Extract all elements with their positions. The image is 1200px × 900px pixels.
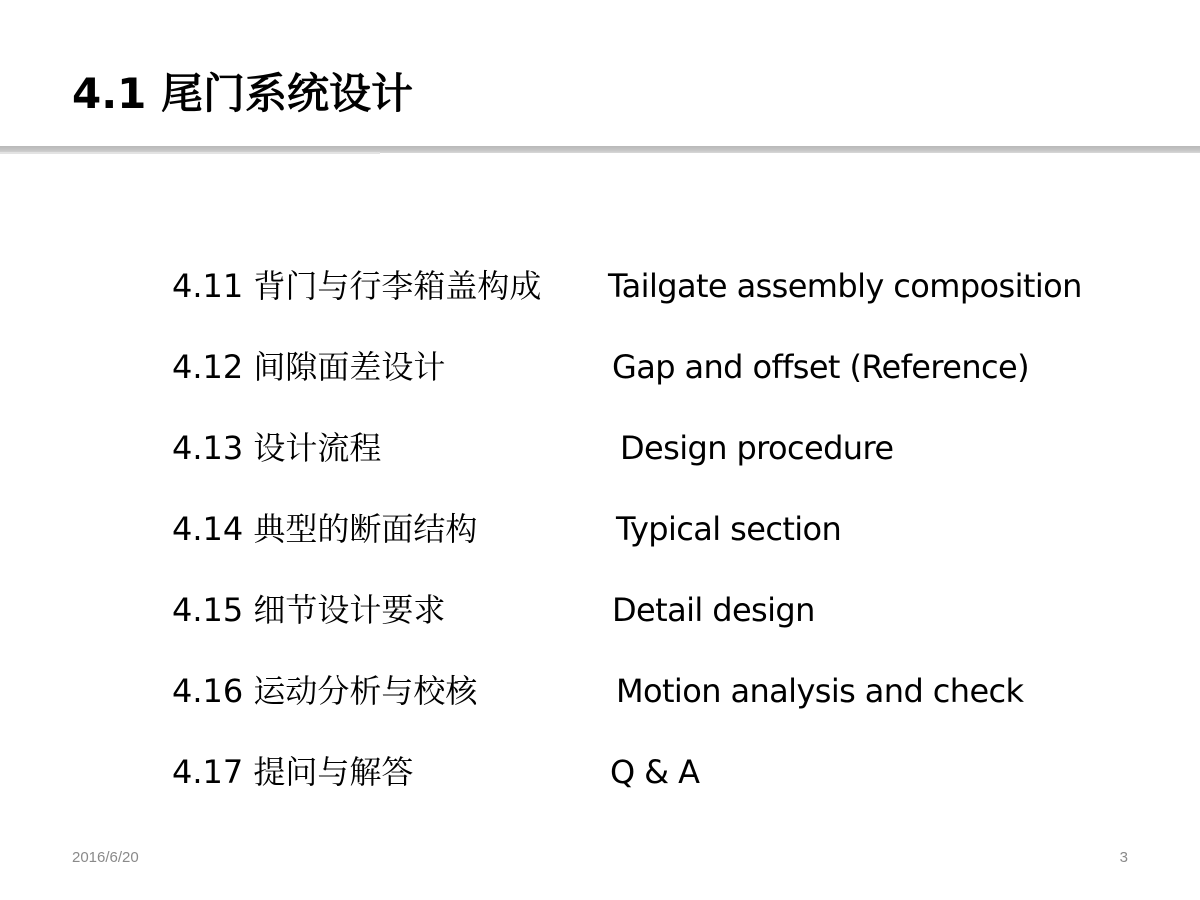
- toc-item-4-17: [172, 748, 1152, 829]
- toc-item-number: 4.14: [172, 510, 244, 548]
- toc-item-chinese: [172, 667, 477, 715]
- toc-item-chinese-label: 细节设计要求: [253, 591, 446, 629]
- toc-item-4-12: [172, 343, 1152, 424]
- toc-item-english: Typical section: [616, 510, 842, 548]
- toc-item-english: Tailgate assembly composition: [608, 267, 1082, 305]
- toc-item-4-14: [172, 505, 1152, 586]
- footer-date: 2016/6/20: [72, 849, 139, 866]
- toc-item-chinese-label: 运动分析与校核: [253, 672, 478, 710]
- toc-item-chinese: [172, 424, 381, 472]
- toc-item-number: 4.11: [172, 267, 244, 305]
- toc-item-chinese-label: 背门与行李箱盖构成: [253, 267, 542, 305]
- slide-title: 4.1 尾门系统设计: [72, 69, 414, 118]
- toc-item-chinese: [172, 505, 477, 553]
- toc-item-number: 4.12: [172, 348, 244, 386]
- toc-item-chinese-label: 间隙面差设计: [253, 348, 446, 386]
- toc-item-4-11: [172, 262, 1152, 343]
- toc-item-chinese: [172, 586, 445, 634]
- toc-item-4-15: [172, 586, 1152, 667]
- toc-item-english: Gap and offset (Reference): [612, 348, 1029, 386]
- toc-item-chinese: [172, 262, 541, 310]
- toc-item-number: 4.17: [172, 753, 244, 791]
- toc-item-english: Detail design: [612, 591, 815, 629]
- toc-item-chinese-label: 设计流程: [253, 429, 382, 467]
- title-divider-highlight: [0, 152, 380, 154]
- toc-item-chinese: [172, 343, 445, 391]
- toc-item-chinese-label: 提问与解答: [253, 753, 414, 791]
- toc-item-chinese: [172, 748, 413, 796]
- toc-item-english: Motion analysis and check: [616, 672, 1024, 710]
- toc-item-number: 4.13: [172, 429, 244, 467]
- toc-item-number: 4.15: [172, 591, 244, 629]
- toc-item-number: 4.16: [172, 672, 244, 710]
- toc-item-4-16: [172, 667, 1152, 748]
- toc-item-4-13: [172, 424, 1152, 505]
- toc-item-english: Design procedure: [620, 429, 894, 467]
- page-number: 3: [1119, 849, 1128, 866]
- toc-item-english: Q & A: [610, 753, 700, 791]
- table-of-contents: [172, 262, 1152, 829]
- toc-item-chinese-label: 典型的断面结构: [253, 510, 478, 548]
